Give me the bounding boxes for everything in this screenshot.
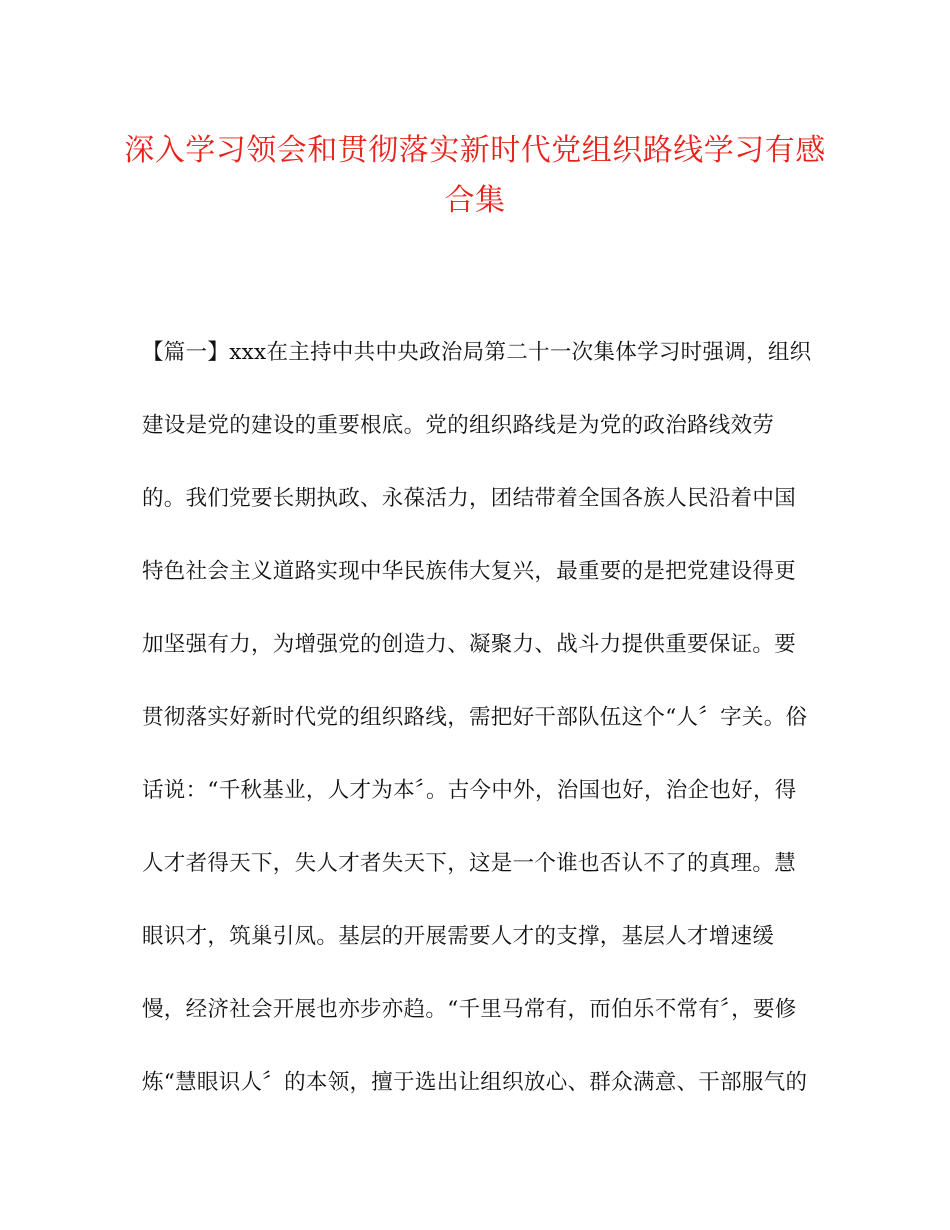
body-line: 建设是党的建设的重要根底。党的组织路线是为党的政治路线效劳 — [142, 413, 775, 438]
body-line: 眼识才，筑巢引凤。基层的开展需要人才的支撑，基层人才增速缓 — [142, 924, 775, 949]
body-line: 慢，经济社会开展也亦步亦趋。“千里马常有，而伯乐不常有〞，要修 — [142, 997, 797, 1022]
body-line: 特色社会主义道路实现中华民族伟大复兴，最重要的是把党建设得更 — [142, 559, 797, 584]
body-line: 加坚强有力，为增强党的创造力、凝聚力、战斗力提供重要保证。要 — [142, 632, 797, 657]
body-line: 话说：“千秋基业，人才为本〞。古今中外，治国也好，治企也好，得 — [142, 778, 797, 803]
body-line: 【篇一】xxx在主持中共中央政治局第二十一次集体学习时强调，组织 — [142, 340, 812, 365]
document-title: 深入学习领会和贯彻落实新时代党组织路线学习有感合集 — [124, 133, 826, 218]
body-line: 贯彻落实好新时代党的组织路线，需把好干部队伍这个“人〞字关。俗 — [142, 705, 808, 730]
body-line: 人才者得天下，失人才者失天下，这是一个谁也否认不了的真理。慧 — [142, 851, 797, 876]
body-line: 的。我们党要长期执政、永葆活力，团结带着全国各族人民沿着中国 — [142, 486, 797, 511]
body-line: 炼“慧眼识人〞的本领，擅于选出让组织放心、群众满意、干部服气的 — [142, 1070, 808, 1095]
